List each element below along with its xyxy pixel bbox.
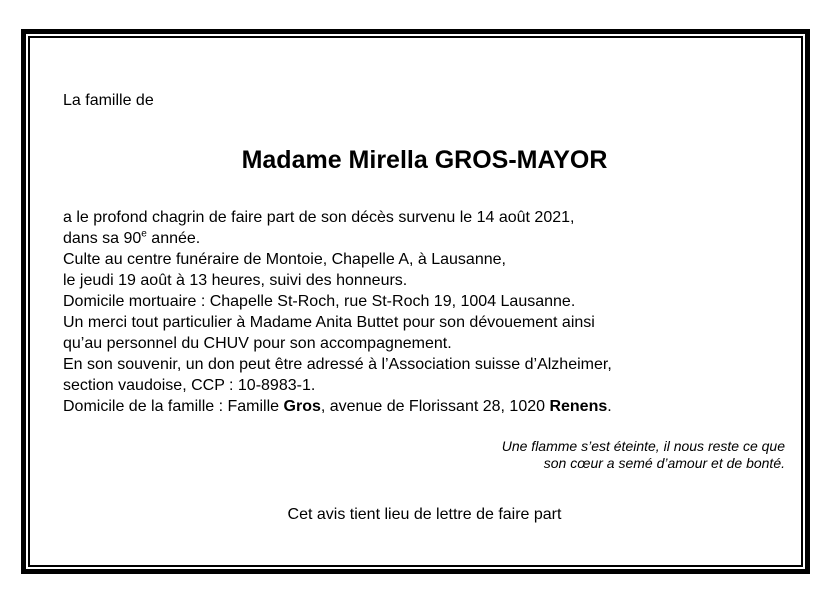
notice-body (63, 207, 792, 417)
body-line: Domicile mortuaire : Chapelle St-Roch, rue St-Roch 19, 1004 Lausanne. (63, 293, 576, 310)
body-line: section vaudoise, CCP : 10-8983-1. (63, 377, 316, 394)
deceased-name: Madame Mirella GROS-MAYOR (241, 146, 608, 174)
notice-footer: Cet avis tient lieu de lettre de faire part (287, 506, 562, 523)
body-line: le jeudi 19 août à 13 heures, suivi des honneurs. (63, 272, 408, 289)
memorial-quote (502, 438, 785, 472)
body-line: a le profond chagrin de faire part de son décès survenu le 14 août 2021, (63, 209, 575, 226)
memorial-quote-line: Une flamme s’est éteinte, il nous reste ce que (501, 438, 785, 454)
body-line: En son souvenir, un don peut être adressé à l’Association suisse d’Alzheimer, (63, 356, 612, 373)
body-line: Culte au centre funéraire de Montoie, Chapelle A, à Lausanne, (63, 251, 506, 268)
body-line: qu’au personnel du CHUV pour son accompagnement. (63, 335, 452, 352)
memorial-quote-line: son cœur a semé d’amour et de bonté. (543, 455, 785, 471)
body-line: Un merci tout particulier à Madame Anita Buttet pour son dévouement ainsi (63, 314, 595, 331)
notice-intro: La famille de (63, 92, 154, 109)
body-line: Domicile de la famille : Famille Gros, avenue de Florissant 28, 1020 Renens. (63, 398, 612, 415)
body-line: dans sa 90e année. (63, 228, 201, 247)
